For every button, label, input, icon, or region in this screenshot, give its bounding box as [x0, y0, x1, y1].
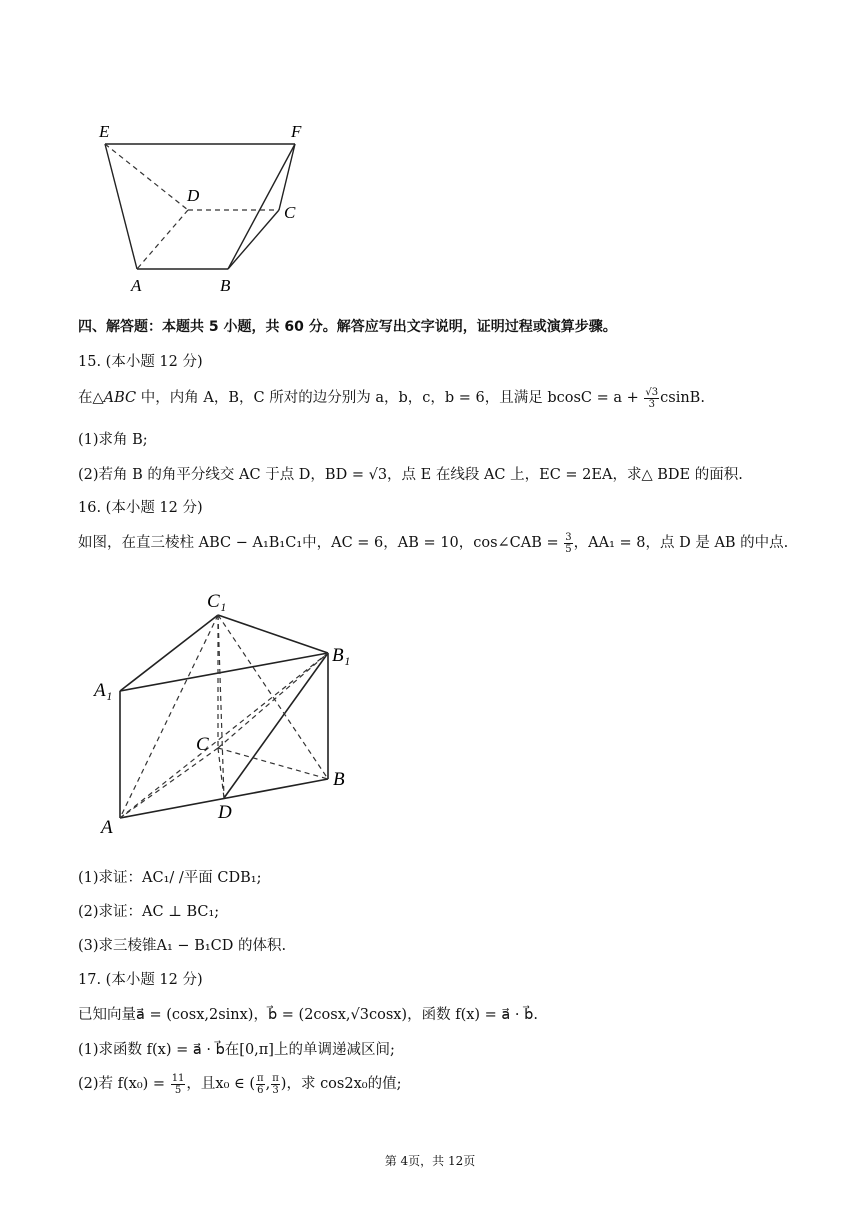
- q15-stem-pre: 在△: [78, 390, 104, 406]
- q17-part1: (1)求函数 f(x) = a⃗ · b⃗在[0,π]上的单调递减区间;: [78, 1042, 395, 1058]
- q17-fraction-3: [271, 1073, 280, 1096]
- q17-title: 17. (本小题 12 分): [78, 972, 203, 988]
- label-c1: C₁: [207, 591, 227, 612]
- label-a1: A₁: [94, 680, 113, 701]
- q16-frac-den: 5: [565, 543, 572, 555]
- label-a: A: [101, 817, 113, 838]
- figure-prism: [85, 585, 365, 840]
- q17-fraction-1: [171, 1073, 186, 1096]
- q17-f3-num: π: [272, 1072, 279, 1084]
- q16-part3: (3)求三棱锥A₁ − B₁CD 的体积.: [78, 938, 287, 954]
- q16-part2: (2)求证：AC ⊥ BC₁;: [78, 904, 220, 920]
- q15-stem-mid: 中，内角 A，B，C 所对的边分别为 a，b，c，b = 6，且满足 bcosC = a +: [136, 390, 644, 406]
- q17-f2-den: 6: [257, 1084, 264, 1096]
- q15-title: 15. (本小题 12 分): [78, 354, 203, 370]
- q15-frac-den: 3: [648, 398, 655, 410]
- q15-part1: (1)求角 B;: [78, 432, 148, 448]
- label-a: A: [131, 276, 142, 295]
- q17-part2: [78, 1072, 401, 1096]
- figure-solid-efdcab: [95, 115, 325, 300]
- q16-fraction: [564, 532, 572, 555]
- q17-part2-post: )，求 cos2x₀的值;: [280, 1076, 402, 1092]
- q17-f3-den: 3: [272, 1084, 279, 1096]
- q15-stem: [78, 386, 705, 410]
- label-e: E: [99, 122, 110, 141]
- label-d: D: [218, 802, 232, 823]
- q16-stem-pre: 如图，在直三棱柱 ABC − A₁B₁C₁中，AC = 6，AB = 10，cos∠CAB =: [78, 535, 564, 551]
- q16-stem: [78, 531, 788, 555]
- q17-part2-mid: ，且x₀ ∈ (: [186, 1076, 256, 1092]
- q17-stem: 已知向量a⃗ = (cosx,2sinx)，b⃗ = (2cosx,√3cosx)，函数 f(x) = a⃗ · b⃗.: [78, 1007, 538, 1023]
- q16-stem-post: ，AA₁ = 8，点 D 是 AB 的中点.: [573, 535, 789, 551]
- q15-stem-tri: ABC: [103, 390, 137, 406]
- q17-frac-den: 5: [174, 1084, 182, 1096]
- section-heading: 四、解答题：本题共 5 小题，共 60 分。解答应写出文字说明，证明过程或演算步骤。: [78, 319, 617, 335]
- label-f: F: [291, 122, 302, 141]
- label-b1: B₁: [332, 645, 351, 666]
- page-footer: 第 4页，共 12页: [384, 1154, 476, 1168]
- q17-fraction-2: [256, 1073, 265, 1096]
- q16-frac-num: 3: [565, 531, 572, 543]
- label-c: C: [284, 203, 296, 222]
- label-b: B: [333, 769, 345, 790]
- q16-part1: (1)求证：AC₁/ /平面 CDB₁;: [78, 870, 262, 886]
- q17-sep: ,: [265, 1076, 271, 1092]
- q17-part2-pre: (2)若 f(x₀) =: [78, 1076, 170, 1092]
- label-d: D: [187, 186, 200, 205]
- label-c: C: [196, 734, 209, 755]
- q17-frac-num: 11: [171, 1072, 185, 1084]
- label-b: B: [220, 276, 231, 295]
- q15-fraction: [644, 387, 659, 410]
- q16-title: 16. (本小题 12 分): [78, 500, 203, 516]
- q15-part2: (2)若角 B 的角平分线交 AC 于点 D，BD = √3，点 E 在线段 AC 上，EC = 2EA，求△ BDE 的面积.: [78, 467, 743, 483]
- q15-frac-num: √3: [645, 386, 659, 398]
- q15-stem-post: csinB.: [660, 390, 705, 406]
- q17-f2-num: π: [257, 1072, 264, 1084]
